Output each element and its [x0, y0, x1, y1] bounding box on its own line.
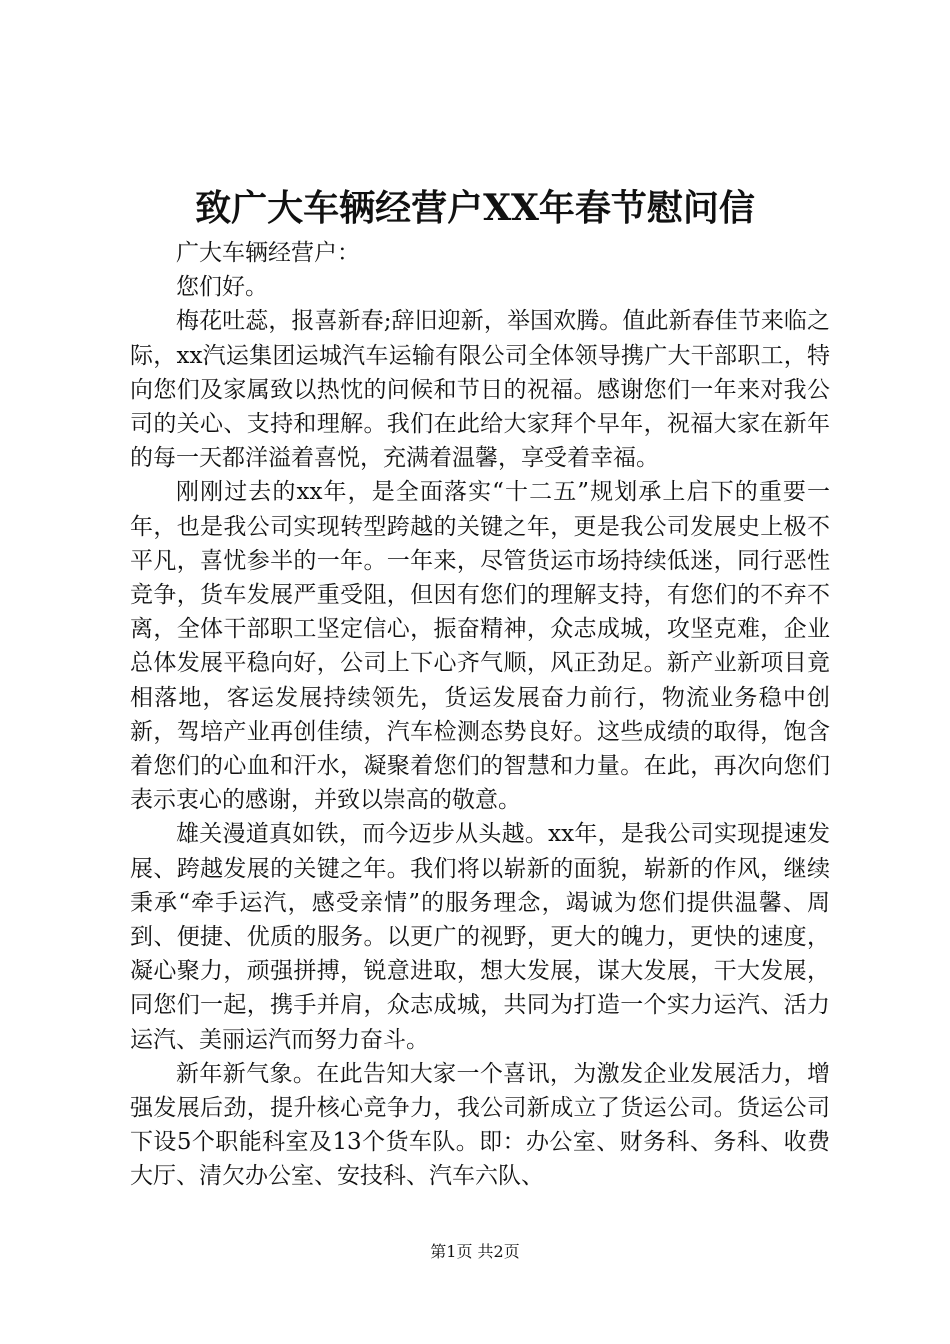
paragraph: 梅花吐蕊，报喜新春;辞旧迎新，举国欢腾。值此新春佳节来临之际，xx汽运集团运城汽车运输有限公司全体领导携广大干部职工，特向您们及家属致以热忱的问候和节日的祝福。感谢您们一年来对我公司的关心、支持和理解。我们在此给大家拜个早年，祝福大家在新年的每一天都洋溢着喜悦，充满着温馨，享受着幸福。	[130, 308, 830, 472]
greeting: 您们好。	[176, 274, 268, 301]
page-number-footer: 第1页 共2页	[430, 1242, 520, 1261]
letter-body	[130, 236, 830, 1194]
document-title: 致广大车辆经营户XX年春节慰问信	[195, 187, 755, 229]
paragraph: 雄关漫道真如铁，而今迈步从头越。xx年，是我公司实现提速发展、跨越发展的关键之年。我们将以崭新的面貌，崭新的作风，继续秉承“牵手运汽，感受亲情”的服务理念，竭诚为您们提供温馨、周到、便捷、优质的服务。以更广的视野，更大的魄力，更快的速度，凝心聚力，顽强拼搏，锐意进取，想大发展，谋大发展，干大发展，同您们一起，携手并肩，众志成城，共同为打造一个实力运汽、活力运汽、美丽运汽而努力奋斗。	[130, 821, 830, 1053]
paragraph: 刚刚过去的xx年，是全面落实“十二五”规划承上启下的重要一年，也是我公司实现转型跨越的关键之年，更是我公司发展史上极不平凡，喜忧参半的一年。一年来，尽管货运市场持续低迷，同行恶性竞争，货车发展严重受阻，但因有您们的理解支持，有您们的不弃不离，全体干部职工坚定信心，振奋精神，众志成城，攻坚克难，企业总体发展平稳向好，公司上下心齐气顺，风正劲足。新产业新项目竟相落地，客运发展持续领先，货运发展奋力前行，物流业务稳中创新，驾培产业再创佳绩，汽车检测态势良好。这些成绩的取得，饱含着您们的心血和汗水，凝聚着您们的智慧和力量。在此，再次向您们表示衷心的感谢，并致以崇高的敬意。	[130, 479, 830, 814]
salutation: 广大车辆经营户：	[176, 240, 360, 266]
paragraph: 新年新气象。在此告知大家一个喜讯，为激发企业发展活力，增强发展后劲，提升核心竞争力，我公司新成立了货运公司。货运公司下设5个职能科室及13个货车队。即：办公室、财务科、务科、收费大厅、清欠办公室、安技科、汽车六队、	[130, 1060, 830, 1190]
